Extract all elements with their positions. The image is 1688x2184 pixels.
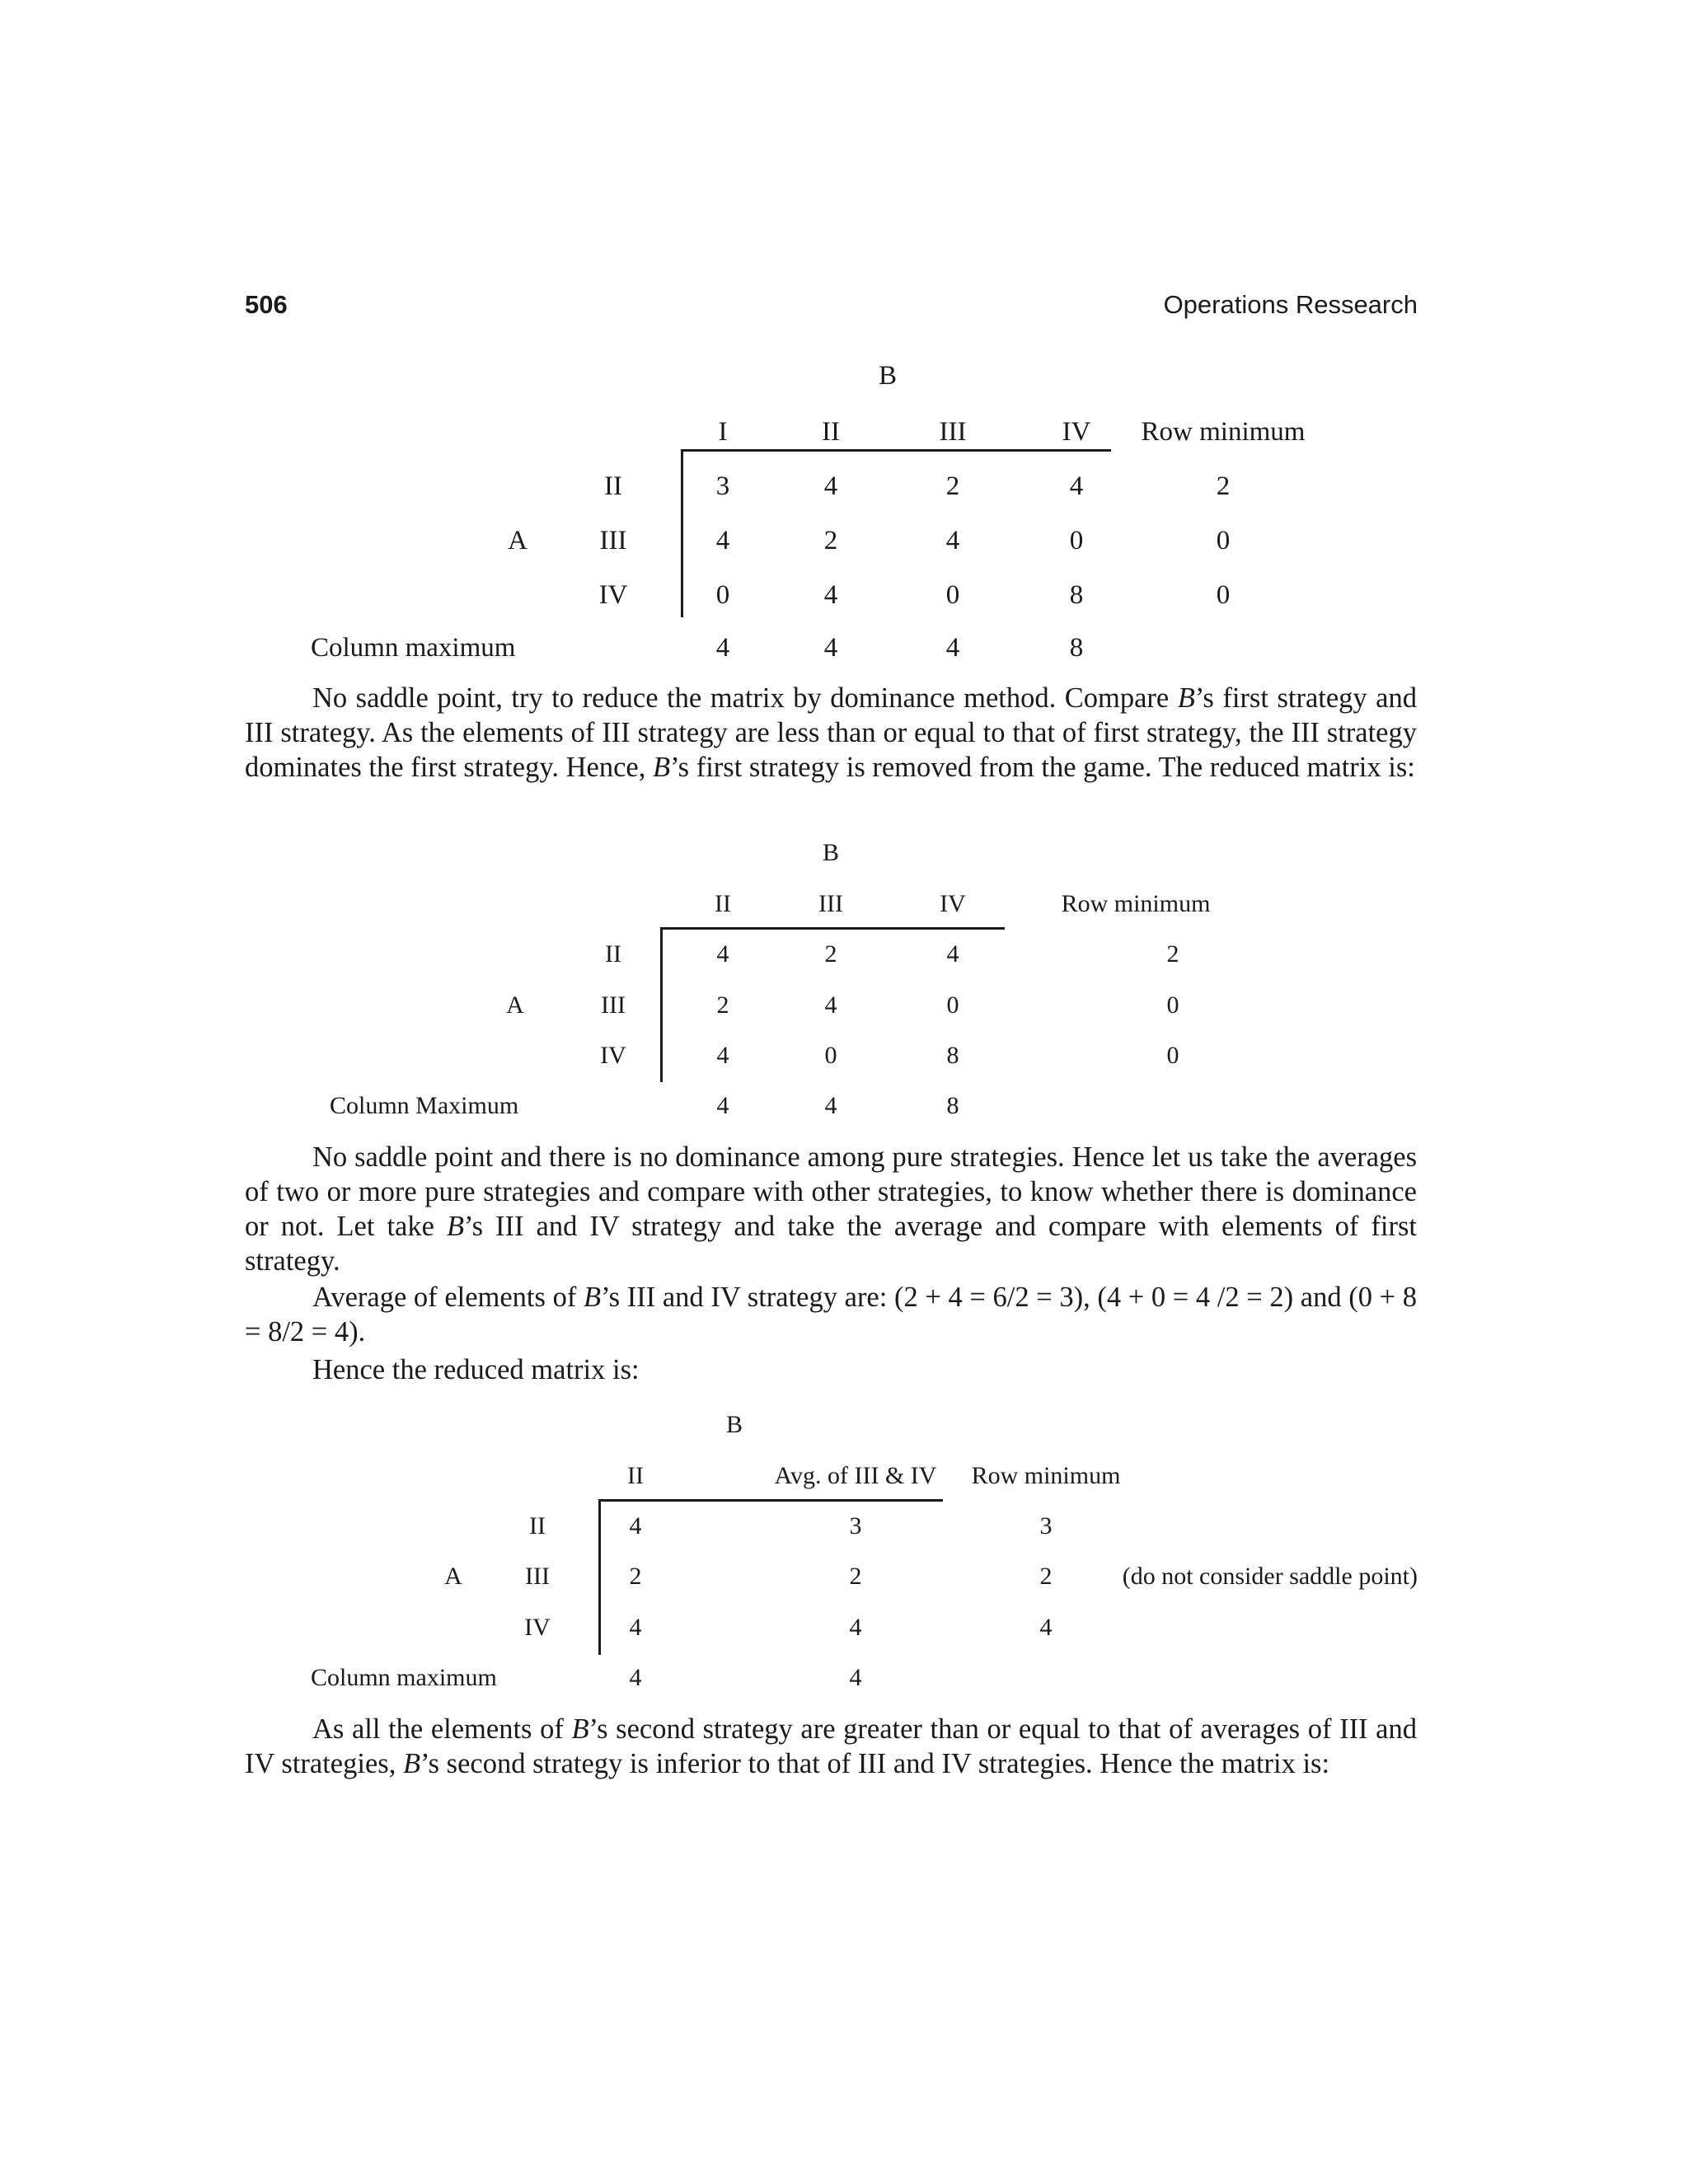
matrix-cell: 4 [629,1512,642,1540]
row-label: II [529,1512,546,1540]
text-run: ’s first strategy is removed from the game. The reduced matrix is: [670,752,1415,783]
player-a-label: A [444,1563,462,1590]
column-maximum-value: 8 [1069,633,1084,663]
player-a-label: A [506,991,524,1019]
matrix-cell: 2 [823,526,838,555]
italic-text: B [652,752,671,783]
player-b-label: B [878,361,898,391]
player-b-label: B [822,839,840,866]
matrix-cell: 3 [849,1512,862,1540]
row-label: III [599,526,627,555]
italic-text: B [1177,682,1195,714]
row-minimum-value: 2 [1166,940,1179,968]
matrix-left-rule [598,1499,601,1655]
row-minimum-value: 0 [1166,991,1179,1019]
column-maximum-label: Column maximum [311,1664,497,1691]
row-minimum-value: 4 [1039,1614,1053,1641]
row-label: III [601,991,626,1019]
col-header: II [822,417,840,447]
text-run: ’s III and IV strategy are: (2 + 4 = 6/2 = 3), (4 + 0 = 4 /2 = 2) and (0 + 8 = 8/2 = 4). [245,1282,1417,1347]
column-maximum-value: 4 [716,1092,729,1119]
text-run: No saddle point, try to reduce the matrix by dominance method. Compare [312,682,1178,714]
matrix-cell: 2 [849,1563,862,1590]
row-label: III [525,1563,550,1590]
matrix-cell: 4 [823,471,838,501]
row-minimum-value: 2 [1039,1563,1053,1590]
italic-text: B [571,1713,589,1745]
page-number: 506 [245,290,288,319]
col-header: IV [1062,417,1091,447]
text-run: ’s III and IV strategy and take the average and compare with elements of first strategy. [245,1211,1417,1277]
matrix-cell: 4 [1069,471,1084,501]
matrix-cell: 4 [849,1614,862,1641]
col-header: Avg. of III & IV [774,1462,937,1489]
row-minimum-value: 2 [1216,471,1231,501]
matrix-cell: 2 [824,940,837,968]
player-a-label: A [508,526,528,555]
row-minimum-value: 0 [1216,580,1231,610]
row-label: IV [600,1042,626,1069]
row-minimum-value: 0 [1166,1042,1179,1069]
matrix-top-rule [681,449,1111,452]
column-maximum-value: 4 [849,1664,862,1691]
matrix-cell: 4 [716,940,729,968]
matrix-left-rule [660,927,663,1082]
col-header: II [715,890,731,917]
column-maximum-value: 4 [945,633,960,663]
column-maximum-value: 4 [629,1664,642,1691]
matrix-cell: 4 [716,1042,729,1069]
matrix-cell: 0 [946,991,959,1019]
column-maximum-value: 4 [824,1092,837,1119]
row-minimum-header: Row minimum [971,1462,1121,1489]
paragraph-average-calculation [245,1280,1417,1349]
italic-text: B [402,1748,421,1779]
matrix-top-rule [660,927,1005,930]
text-run: Hence the reduced matrix is: [312,1354,640,1385]
matrix-cell: 0 [824,1042,837,1069]
row-minimum-header: Row minimum [1061,890,1211,917]
matrix-cell: 4 [824,991,837,1019]
column-maximum-value: 4 [715,633,730,663]
paragraph-inferior-strategy [245,1712,1417,1781]
matrix-cell: 2 [716,991,729,1019]
matrix-cell: 0 [1069,526,1084,555]
col-header: IV [940,890,966,917]
text-run: ’s second strategy are greater than or equal to that of averages of III and IV strategies, [245,1713,1417,1779]
column-maximum-value: 4 [823,633,838,663]
text-run: ’s first strategy and III strategy. As the elements of III strategy are less than or equal to that of first strategy, the III strategy dominates the first strategy. Hence, [245,682,1417,783]
row-label: IV [524,1614,551,1641]
matrix-cell: 0 [715,580,730,610]
text-run: Average of elements of [312,1282,584,1313]
running-header-title: Operations Ressearch [1163,290,1418,319]
text-run: As all the elements of [312,1713,572,1745]
row-minimum-header: Row minimum [1141,417,1306,447]
matrix-left-rule [681,449,683,617]
player-b-label: B [725,1411,743,1438]
row-minimum-value: 3 [1039,1512,1053,1540]
column-maximum-label: Column maximum [311,633,516,663]
col-header: III [818,890,843,917]
italic-text: B [446,1211,465,1242]
matrix-cell: 8 [946,1042,959,1069]
col-header: I [718,417,728,447]
matrix-cell: 4 [715,526,730,555]
row-minimum-value: 0 [1216,526,1231,555]
matrix-cell: 2 [945,471,960,501]
paragraph-dominance-explanation [245,681,1417,785]
matrix-cell: 4 [945,526,960,555]
saddle-point-note: (do not consider saddle point) [1122,1563,1418,1590]
matrix-cell: 4 [629,1614,642,1641]
paragraph-averages-explanation [245,1140,1417,1278]
matrix-cell: 0 [945,580,960,610]
col-header: III [939,417,967,447]
matrix-cell: 8 [1069,580,1084,610]
paragraph-reduced-matrix-intro [245,1352,1417,1387]
matrix-cell: 4 [823,580,838,610]
text-run: No saddle point and there is no dominance among pure strategies. Hence let us take the averages of two or more pure strategies and compare with other strategies, to know whether there is dominance or not. Let take [245,1141,1417,1242]
column-maximum-label: Column Maximum [330,1092,519,1119]
matrix-cell: 3 [715,471,730,501]
column-maximum-value: 8 [946,1092,959,1119]
matrix-cell: 2 [629,1563,642,1590]
col-header: II [627,1462,644,1489]
row-label: II [604,471,622,501]
row-label: II [605,940,621,968]
text-run: ’s second strategy is inferior to that of III and IV strategies. Hence the matrix is: [420,1748,1330,1779]
row-label: IV [598,580,628,610]
italic-text: B [584,1282,602,1313]
matrix-cell: 4 [946,940,959,968]
matrix-top-rule [598,1499,943,1502]
